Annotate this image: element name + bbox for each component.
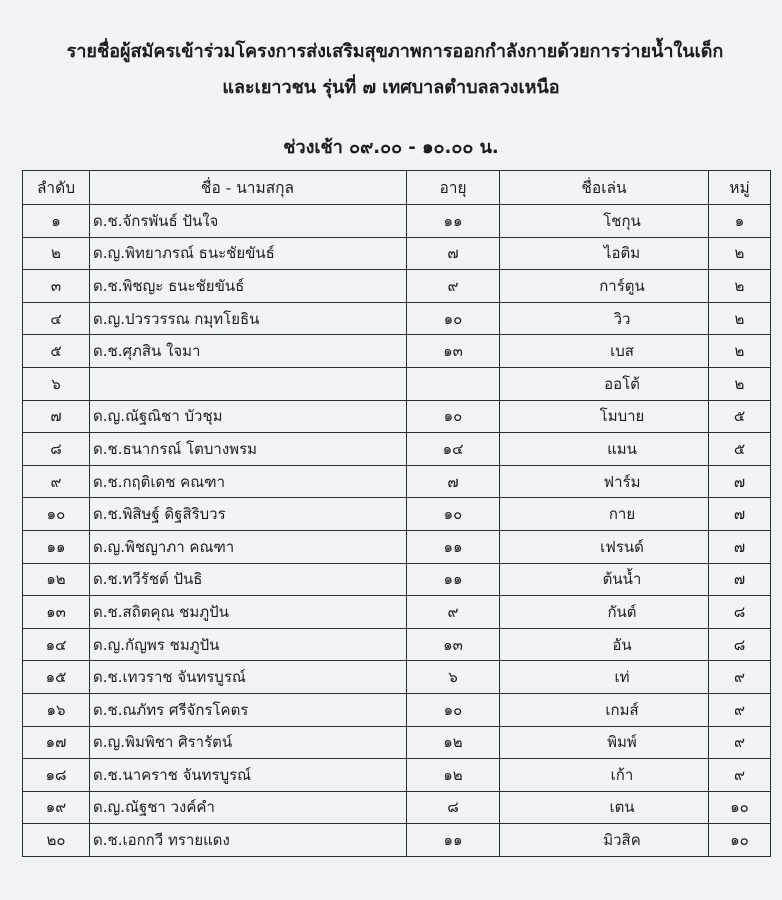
cell-no: ๒๐ bbox=[23, 824, 90, 857]
cell-village: ๒ bbox=[709, 237, 771, 270]
table-row bbox=[23, 367, 771, 400]
cell-nickname: เกมส์ bbox=[500, 693, 709, 726]
cell-no: ๑๖ bbox=[23, 693, 90, 726]
cell-village: ๕ bbox=[709, 400, 771, 433]
table-row bbox=[23, 465, 771, 498]
cell-name: ด.ช.พิสิษฐ์ ดิฐสิริบวร bbox=[90, 498, 407, 531]
table-row bbox=[23, 824, 771, 857]
cell-nickname: โชกุน bbox=[500, 205, 709, 238]
cell-no: ๑ bbox=[23, 205, 90, 238]
cell-name: ด.ช.เอกกวี ทรายแดง bbox=[90, 824, 407, 857]
table-row bbox=[23, 596, 771, 629]
cell-village: ๙ bbox=[709, 759, 771, 792]
cell-village: ๗ bbox=[709, 498, 771, 531]
cell-age: ๑๐ bbox=[407, 693, 500, 726]
table-row bbox=[23, 400, 771, 433]
cell-name: ด.ช.ธนากรณ์ โตบางพรม bbox=[90, 433, 407, 466]
table-row bbox=[23, 759, 771, 792]
cell-village: ๗ bbox=[709, 530, 771, 563]
cell-age bbox=[407, 367, 500, 400]
table-row bbox=[23, 433, 771, 466]
cell-nickname: เบส bbox=[500, 335, 709, 368]
cell-nickname: เก้า bbox=[500, 759, 709, 792]
table-row bbox=[23, 335, 771, 368]
cell-village: ๑ bbox=[709, 205, 771, 238]
table-row bbox=[23, 791, 771, 824]
table-row bbox=[23, 726, 771, 759]
cell-village: ๒ bbox=[709, 302, 771, 335]
cell-nickname: กาย bbox=[500, 498, 709, 531]
session-time: ช่วงเช้า ๐๙.๐๐ - ๑๐.๐๐ น. bbox=[283, 137, 499, 158]
header-age: อายุ bbox=[407, 171, 500, 205]
table-row bbox=[23, 498, 771, 531]
table-row bbox=[23, 302, 771, 335]
cell-village: ๒ bbox=[709, 270, 771, 303]
cell-nickname: แมน bbox=[500, 433, 709, 466]
participants-table bbox=[22, 170, 771, 857]
cell-no: ๑๑ bbox=[23, 530, 90, 563]
cell-no: ๗ bbox=[23, 400, 90, 433]
cell-age: ๘ bbox=[407, 791, 500, 824]
cell-no: ๖ bbox=[23, 367, 90, 400]
cell-nickname: ต้นน้ำ bbox=[500, 563, 709, 596]
cell-nickname: กันต์ bbox=[500, 596, 709, 629]
header-no: ลำดับ bbox=[23, 171, 90, 205]
table-row bbox=[23, 661, 771, 694]
table-header-row bbox=[23, 171, 771, 205]
cell-name: ด.ญ.พิชญาภา คณฑา bbox=[90, 530, 407, 563]
cell-name: ด.ช.ศุภสิน ใจมา bbox=[90, 335, 407, 368]
cell-name: ด.ช.กฤติเดช คณฑา bbox=[90, 465, 407, 498]
cell-no: ๑๗ bbox=[23, 726, 90, 759]
cell-name: ด.ญ.ณัฐณิชา บัวชุม bbox=[90, 400, 407, 433]
cell-name: ด.ญ.ณัฐชา วงค์คำ bbox=[90, 791, 407, 824]
cell-nickname: อัน bbox=[500, 628, 709, 661]
cell-name: ด.ญ.ปวรวรรณ กมุทโยธิน bbox=[90, 302, 407, 335]
cell-village: ๙ bbox=[709, 661, 771, 694]
cell-age: ๑๓ bbox=[407, 628, 500, 661]
table-row bbox=[23, 628, 771, 661]
table-row bbox=[23, 563, 771, 596]
cell-no: ๑๓ bbox=[23, 596, 90, 629]
cell-age: ๑๑ bbox=[407, 530, 500, 563]
cell-age: ๑๓ bbox=[407, 335, 500, 368]
cell-nickname: มิวสิค bbox=[500, 824, 709, 857]
header-nickname: ชื่อเล่น bbox=[500, 171, 709, 205]
cell-village: ๘ bbox=[709, 628, 771, 661]
document-title-line1: รายชื่อผู้สมัครเข้าร่วมโครงการส่งเสริมสุขภาพการออกกำลังกายด้วยการว่ายน้ำในเด็ก bbox=[66, 41, 724, 62]
cell-no: ๘ bbox=[23, 433, 90, 466]
cell-no: ๑๕ bbox=[23, 661, 90, 694]
cell-village: ๗ bbox=[709, 465, 771, 498]
cell-name: ด.ช.จักรพันธ์ ปันใจ bbox=[90, 205, 407, 238]
cell-name: ด.ช.สถิตคุณ ชมภูปัน bbox=[90, 596, 407, 629]
table-row bbox=[23, 237, 771, 270]
cell-nickname: พิมพ์ bbox=[500, 726, 709, 759]
cell-name bbox=[90, 367, 407, 400]
table-row bbox=[23, 530, 771, 563]
cell-name: ด.ญ.พิทยาภรณ์ ธนะชัยขันธ์ bbox=[90, 237, 407, 270]
header-name: ชื่อ - นามสกุล bbox=[90, 171, 407, 205]
cell-village: ๙ bbox=[709, 726, 771, 759]
cell-name: ด.ช.เทวราช จันทรบูรณ์ bbox=[90, 661, 407, 694]
cell-no: ๒ bbox=[23, 237, 90, 270]
table-row bbox=[23, 693, 771, 726]
cell-age: ๖ bbox=[407, 661, 500, 694]
cell-age: ๑๐ bbox=[407, 498, 500, 531]
cell-village: ๘ bbox=[709, 596, 771, 629]
cell-no: ๑๔ bbox=[23, 628, 90, 661]
cell-age: ๗ bbox=[407, 465, 500, 498]
cell-no: ๑๒ bbox=[23, 563, 90, 596]
cell-nickname: ไอติม bbox=[500, 237, 709, 270]
cell-village: ๑๐ bbox=[709, 824, 771, 857]
header-village: หมู่ bbox=[709, 171, 771, 205]
cell-village: ๕ bbox=[709, 433, 771, 466]
cell-nickname: ฟาร์ม bbox=[500, 465, 709, 498]
cell-village: ๑๐ bbox=[709, 791, 771, 824]
cell-village: ๙ bbox=[709, 693, 771, 726]
cell-nickname: วิว bbox=[500, 302, 709, 335]
cell-no: ๙ bbox=[23, 465, 90, 498]
cell-nickname: ออโต้ bbox=[500, 367, 709, 400]
cell-age: ๑๑ bbox=[407, 824, 500, 857]
cell-nickname: เท่ bbox=[500, 661, 709, 694]
table-row bbox=[23, 270, 771, 303]
cell-nickname: เตน bbox=[500, 791, 709, 824]
cell-age: ๑๐ bbox=[407, 302, 500, 335]
cell-nickname: การ์ตูน bbox=[500, 270, 709, 303]
cell-age: ๑๔ bbox=[407, 433, 500, 466]
cell-age: ๑๐ bbox=[407, 400, 500, 433]
table-row bbox=[23, 205, 771, 238]
cell-age: ๑๑ bbox=[407, 205, 500, 238]
cell-village: ๒ bbox=[709, 367, 771, 400]
cell-nickname: เฟรนด์ bbox=[500, 530, 709, 563]
cell-age: ๑๒ bbox=[407, 726, 500, 759]
cell-no: ๑๙ bbox=[23, 791, 90, 824]
cell-no: ๔ bbox=[23, 302, 90, 335]
cell-age: ๑๒ bbox=[407, 759, 500, 792]
cell-name: ด.ช.พิชญะ ธนะชัยขันธ์ bbox=[90, 270, 407, 303]
cell-age: ๙ bbox=[407, 596, 500, 629]
cell-no: ๑๘ bbox=[23, 759, 90, 792]
document-title-line2: และเยาวชน รุ่นที่ ๗ เทศบาลตำบลลวงเหนือ bbox=[222, 77, 560, 98]
cell-age: ๑๑ bbox=[407, 563, 500, 596]
cell-no: ๓ bbox=[23, 270, 90, 303]
cell-age: ๗ bbox=[407, 237, 500, 270]
cell-name: ด.ช.ณภัทร ศรีจักรโคตร bbox=[90, 693, 407, 726]
cell-village: ๗ bbox=[709, 563, 771, 596]
cell-no: ๕ bbox=[23, 335, 90, 368]
cell-village: ๒ bbox=[709, 335, 771, 368]
cell-no: ๑๐ bbox=[23, 498, 90, 531]
cell-name: ด.ญ.พิมพิชา ศิรารัตน์ bbox=[90, 726, 407, 759]
cell-name: ด.ญ.กัญพร ชมภูปัน bbox=[90, 628, 407, 661]
cell-nickname: โมบาย bbox=[500, 400, 709, 433]
cell-name: ด.ช.นาคราช จันทรบูรณ์ bbox=[90, 759, 407, 792]
cell-age: ๙ bbox=[407, 270, 500, 303]
cell-name: ด.ช.ทวีรัชต์ ปันธิ bbox=[90, 563, 407, 596]
